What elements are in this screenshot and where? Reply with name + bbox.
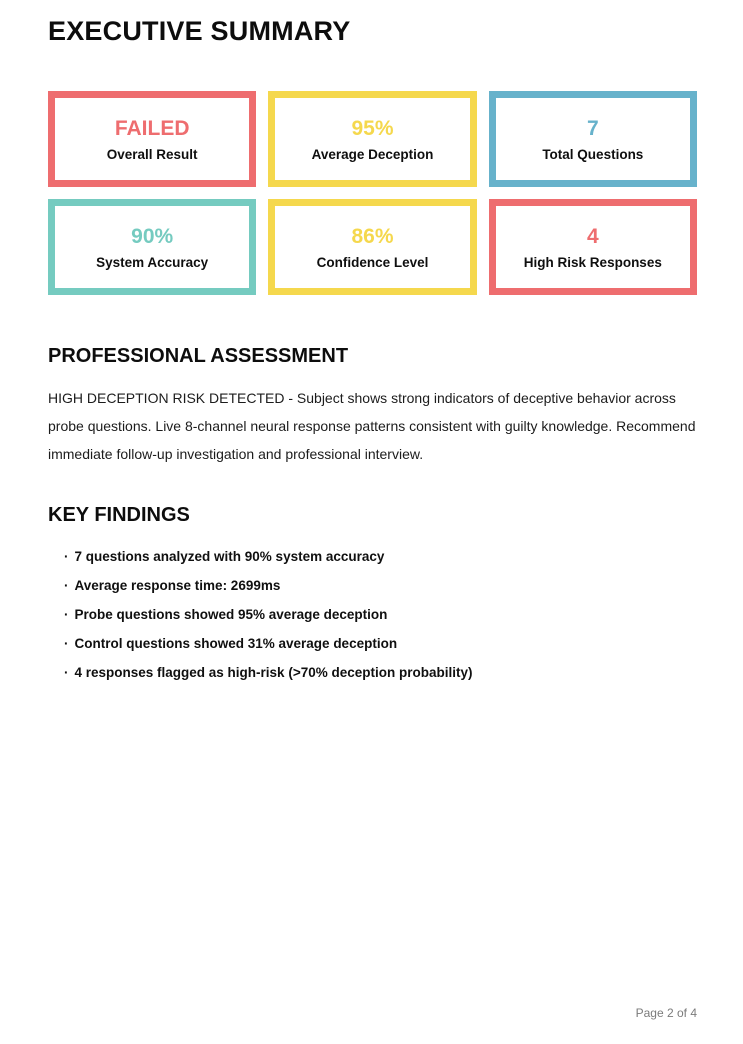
bullet-glyph: · <box>64 665 69 680</box>
key-finding-item <box>64 542 697 571</box>
stat-card-average-deception <box>268 91 476 187</box>
stat-label: System Accuracy <box>96 255 209 271</box>
assessment-heading: PROFESSIONAL ASSESSMENT <box>48 345 349 367</box>
key-finding-text: Control questions showed 31% average deception <box>74 636 398 651</box>
assessment-body: HIGH DECEPTION RISK DETECTED - Subject shows strong indicators of deceptive behavior across probe questions. Live 8-channel neural response patterns consistent with guilty knowledge. Recommend immediate follow-up investigation and professional interview. <box>48 390 696 462</box>
stat-label: Total Questions <box>542 147 644 163</box>
key-finding-text: 7 questions analyzed with 90% system accuracy <box>74 549 385 564</box>
page-number: Page 2 of 4 <box>635 1006 697 1020</box>
key-findings-heading: KEY FINDINGS <box>48 504 190 526</box>
key-finding-item <box>64 658 697 687</box>
stat-label: Average Deception <box>311 147 434 163</box>
key-finding-text: Average response time: 2699ms <box>74 578 281 593</box>
stat-value: FAILED <box>114 117 190 141</box>
stat-label: Confidence Level <box>316 255 429 271</box>
stat-value: 95% <box>351 117 394 141</box>
stat-label: Overall Result <box>106 147 198 163</box>
stat-card-grid <box>48 91 697 295</box>
stat-card-system-accuracy <box>48 199 256 295</box>
key-findings-list <box>48 542 697 687</box>
page-title: EXECUTIVE SUMMARY <box>48 16 351 46</box>
stat-value: 86% <box>351 225 394 249</box>
key-finding-item <box>64 600 697 629</box>
key-finding-text: Probe questions showed 95% average deception <box>74 607 388 622</box>
bullet-glyph: · <box>64 578 69 593</box>
stat-card-overall-result <box>48 91 256 187</box>
stat-value: 4 <box>586 225 599 249</box>
key-finding-item <box>64 571 697 600</box>
bullet-glyph: · <box>64 636 69 651</box>
key-finding-text: 4 responses flagged as high-risk (>70% deception probability) <box>74 665 473 680</box>
bullet-glyph: · <box>64 607 69 622</box>
stat-card-high-risk-responses <box>489 199 697 295</box>
stat-card-total-questions <box>489 91 697 187</box>
bullet-glyph: · <box>64 549 69 564</box>
stat-label: High Risk Responses <box>523 255 662 271</box>
stat-card-confidence-level <box>268 199 476 295</box>
stat-value: 7 <box>586 117 599 141</box>
key-finding-item <box>64 629 697 658</box>
stat-value: 90% <box>131 225 174 249</box>
